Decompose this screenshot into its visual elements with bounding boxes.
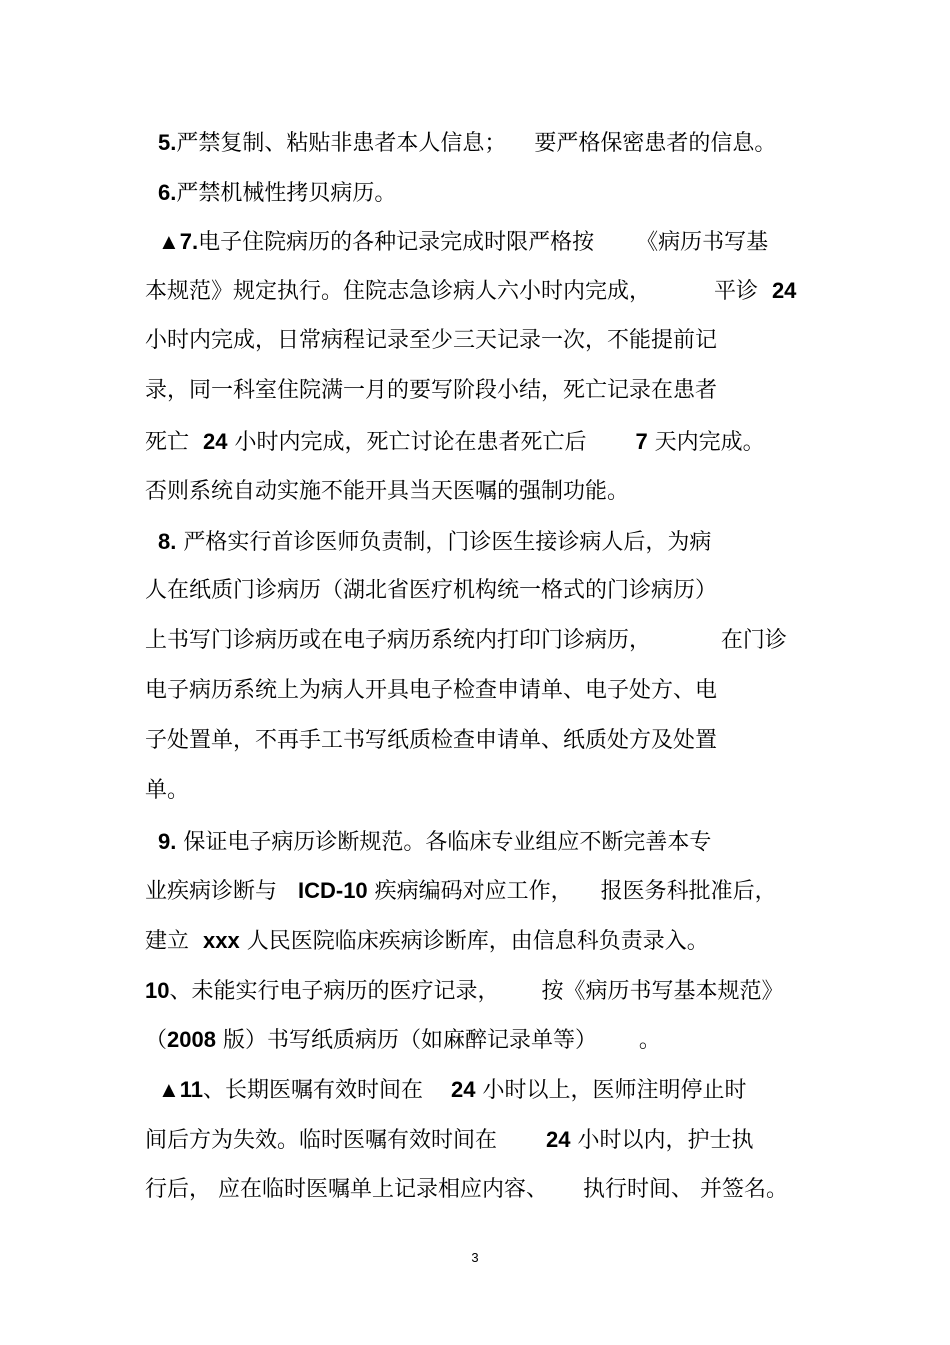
text-line xyxy=(145,876,777,907)
bold-text-segment: 6. xyxy=(158,180,177,205)
text-line xyxy=(158,827,711,858)
text-segment: （ xyxy=(145,1028,168,1053)
text-segment: 小时以内，护士执 xyxy=(570,1128,754,1153)
bold-text-segment: 10 xyxy=(145,978,170,1003)
bold-text-segment: xxx xyxy=(203,928,240,953)
text-line xyxy=(158,128,776,159)
text-line xyxy=(145,326,717,356)
text-segment: 小时以上，医师注明停止时 xyxy=(475,1078,747,1103)
text-segment: 严禁复制、粘贴非患者本人信息； 要严格保密患者的信息。 xyxy=(176,131,777,156)
bold-text-segment: 9. xyxy=(158,829,177,854)
text-segment: 单。 xyxy=(145,778,190,803)
bold-text-segment: 24 xyxy=(203,429,228,454)
text-segment: 、长期医嘱有效时间在 xyxy=(203,1078,452,1103)
bold-text-segment: 24 xyxy=(771,278,797,303)
bold-text-segment: 7 xyxy=(635,429,648,454)
bold-text-segment: 8. xyxy=(158,529,177,554)
bold-text-segment: 24 xyxy=(451,1077,476,1102)
text-line xyxy=(145,726,717,756)
text-segment: 否则系统自动实施不能开具当天医嘱的强制功能。 xyxy=(145,479,630,504)
text-segment: 业疾病诊断与 xyxy=(145,879,298,904)
text-line xyxy=(145,676,717,706)
text-line xyxy=(158,1075,747,1106)
text-line xyxy=(145,1025,661,1056)
bold-text-segment: ▲11 xyxy=(158,1077,204,1102)
text-line xyxy=(145,776,189,806)
text-segment: 建立 xyxy=(145,929,203,954)
text-segment: 电子住院病历的各种记录完成时限严格按 《病历书写基 xyxy=(198,230,769,255)
text-line xyxy=(145,1175,788,1205)
text-line xyxy=(158,227,768,258)
text-segment: 间后方为失效。临时医嘱有效时间在 xyxy=(145,1128,546,1153)
text-segment: 上书写门诊病历或在电子病历系统内打印门诊病历， 在门诊 xyxy=(145,628,787,653)
bold-text-segment: ICD-10 xyxy=(297,878,368,903)
text-line xyxy=(145,276,796,307)
text-line xyxy=(145,626,787,656)
page-number: 3 xyxy=(471,1250,479,1265)
text-line xyxy=(145,477,629,507)
text-line xyxy=(158,178,396,209)
text-segment: 、未能实行电子病历的医疗记录， 按《病历书写基本规范》 xyxy=(169,979,784,1004)
text-segment: 严格实行首诊医师负责制，门诊医生接诊病人后，为病 xyxy=(176,530,712,555)
text-segment: 版）书写纸质病历（如麻醉记录单等） 。 xyxy=(215,1028,661,1053)
text-segment: 天内完成。 xyxy=(647,430,765,455)
text-line xyxy=(158,527,711,558)
text-segment: 严禁机械性拷贝病历。 xyxy=(176,181,397,206)
text-line xyxy=(145,576,717,606)
bold-text-segment: 24 xyxy=(545,1127,571,1152)
text-segment: 人在纸质门诊病历（湖北省医疗机构统一格式的门诊病历） xyxy=(145,578,718,603)
text-line xyxy=(145,976,783,1007)
text-segment: 保证电子病历诊断规范。各临床专业组应不断完善本专 xyxy=(176,830,712,855)
text-segment: 本规范》规定执行。住院志急诊病人六小时内完成， 平诊 xyxy=(145,279,772,304)
text-segment: 小时内完成，死亡讨论在患者死亡后 xyxy=(227,430,636,455)
text-line xyxy=(145,376,717,406)
bold-text-segment: ▲7. xyxy=(158,229,199,254)
text-segment: 人民医院临床疾病诊断库，由信息科负责录入。 xyxy=(239,929,709,954)
text-segment: 疾病编码对应工作， 报医务科批准后， xyxy=(367,879,777,904)
text-segment: 录，同一科室住院满一月的要写阶段小结，死亡记录在患者 xyxy=(145,378,718,403)
text-segment: 死亡 xyxy=(145,430,203,455)
bold-text-segment: 2008 xyxy=(167,1027,216,1052)
text-segment: 行后， 应在临时医嘱单上记录相应内容、 执行时间、 并签名。 xyxy=(145,1177,788,1202)
text-line xyxy=(145,427,765,458)
text-segment: 小时内完成，日常病程记录至少三天记录一次，不能提前记 xyxy=(145,328,718,353)
bold-text-segment: 5. xyxy=(158,130,177,155)
text-segment: 电子病历系统上为病人开具电子检查申请单、电子处方、电 xyxy=(145,678,718,703)
text-line xyxy=(145,1125,753,1156)
text-line xyxy=(145,926,709,957)
text-segment: 子处置单，不再手工书写纸质检查申请单、纸质处方及处置 xyxy=(145,728,718,753)
